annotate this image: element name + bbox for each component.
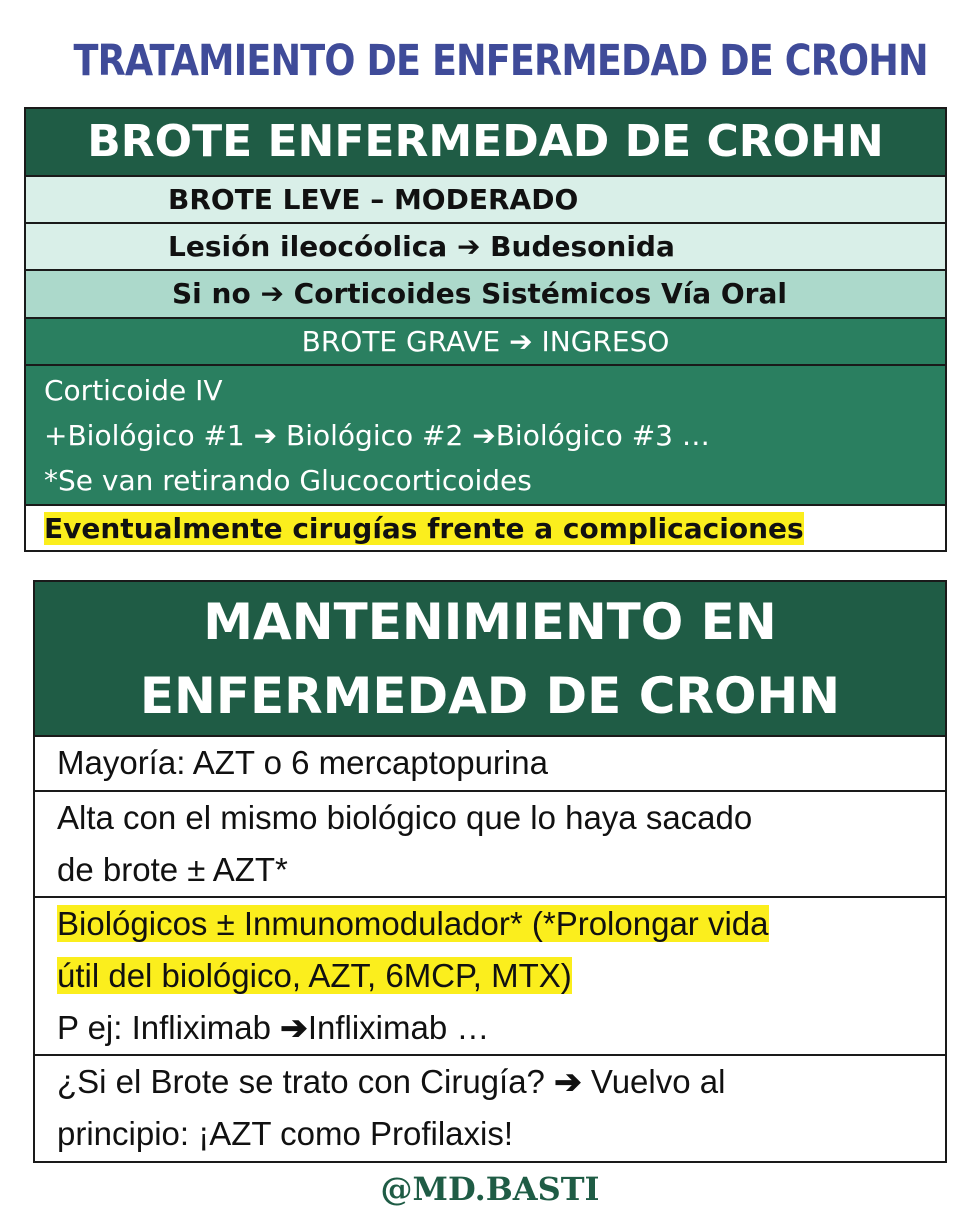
budesonida-text: Budesonida [490,230,675,263]
biologicos-sequence [44,413,945,458]
profilaxis-text: principio: ¡AZT como Profilaxis! [57,1115,514,1152]
arrow-right-icon: ➔ [253,419,278,452]
biologicos-text-line1: Biológicos ± Inmunomodulador* (*Prolongar vida [57,905,769,942]
arrow-right-icon: ➔ [456,230,481,263]
biologico-1-text: +Biológico #1 [44,419,245,452]
brote-leve-text: BROTE LEVE – MODERADO [168,183,579,216]
footer-handle: @MD.BASTI [380,1170,600,1208]
mantenimiento-row-4 [35,1056,945,1161]
retirando-glucocorticoides-text: *Se van retirando Glucocorticoides [44,464,532,497]
lesion-text: Lesión ileocóolica [168,230,448,263]
biologicos-text-line2: útil del biológico, AZT, 6MCP, MTX) [57,957,572,994]
arrow-right-icon: ➔ [472,419,496,452]
biologico-2-text: Biológico #2 [286,419,464,452]
corticoide-iv-text: Corticoide IV [44,374,223,407]
brote-header: BROTE ENFERMEDAD DE CROHN [26,109,945,177]
cirugia-row [26,506,945,550]
cirugia-text: Eventualmente cirugías frente a complicaciones [44,512,804,545]
alta-text-line2: de brote ± AZT* [57,851,288,888]
mantenimiento-header [35,582,945,737]
mantenimiento-header-line2: ENFERMEDAD DE CROHN [139,667,841,725]
arrow-right-icon: ➔ [554,1063,582,1100]
page-title: TRATAMIENTO DE ENFERMEDAD DE CROHN [73,36,928,86]
cirugia-question-line [57,1056,945,1108]
p-ej-text: P ej: Infliximab [57,1009,271,1046]
infliximab-text: Infliximab … [307,1009,490,1046]
arrow-right-icon: ➔ [509,325,533,358]
brote-grave-label [26,319,945,366]
mantenimiento-row-3 [35,898,945,1056]
brote-table [24,107,947,552]
mantenimiento-row-2 [35,792,945,898]
mayoria-text: Mayoría: AZT o 6 mercaptopurina [57,744,548,781]
mantenimiento-table [33,580,947,1163]
corticoides-text: Corticoides Sistémicos Vía Oral [293,277,787,310]
arrow-right-icon: ➔ [260,277,284,310]
alta-text-line1: Alta con el mismo biológico que lo haya sacado [57,799,753,836]
brote-leve-line2 [26,271,945,319]
brote-grave-details [26,366,945,506]
biologico-3-text: Biológico #3 … [495,419,710,452]
arrow-right-icon: ➔ [280,1009,308,1046]
brote-leve-line1 [26,224,945,271]
p-ej-line [57,1002,945,1054]
brote-grave-text: BROTE GRAVE [301,325,501,358]
brote-leve-label [26,177,945,224]
si-no-text: Si no [172,277,251,310]
cirugia-question-text: ¿Si el Brote se trato con Cirugía? [57,1063,545,1100]
mantenimiento-row-1 [35,737,945,792]
vuelvo-text: Vuelvo al [590,1063,726,1100]
ingreso-text: INGRESO [541,325,670,358]
mantenimiento-header-line1: MANTENIMIENTO EN [203,593,777,651]
